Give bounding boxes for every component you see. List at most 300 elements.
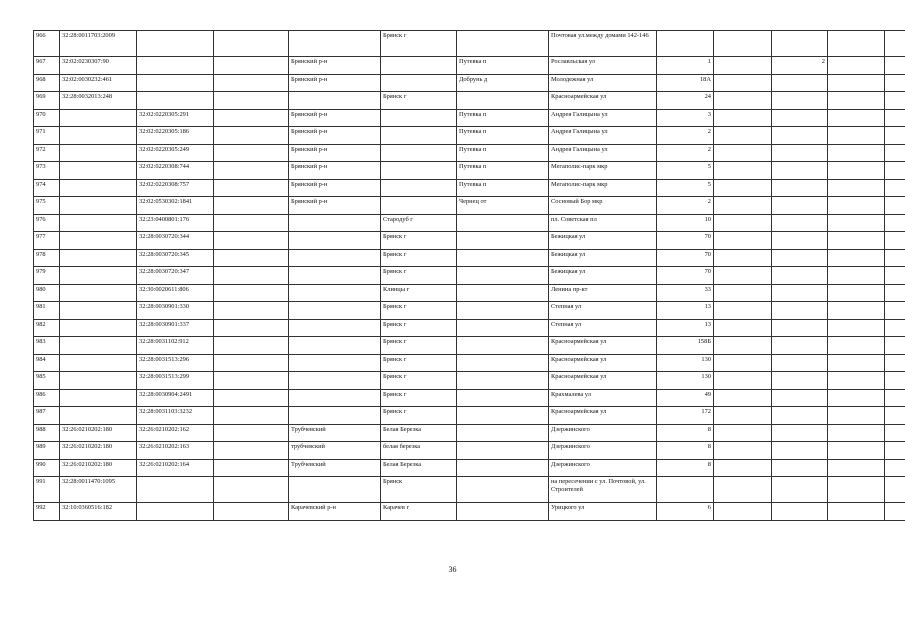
district-cell	[289, 267, 381, 285]
table-row	[34, 162, 905, 180]
house-number-cell: 8	[657, 424, 714, 442]
house-number-cell: 33	[657, 284, 714, 302]
cadastral-number-2-cell: 32:02:0220305:249	[137, 144, 214, 162]
city-cell: Брянск г	[381, 389, 457, 407]
extra-cell-2	[828, 407, 885, 425]
street-cell: Андрея Галицына ул	[549, 109, 657, 127]
settlement-cell: Путевка п	[457, 109, 549, 127]
building-cell	[714, 57, 772, 75]
structure-cell	[772, 284, 828, 302]
district-cell	[289, 354, 381, 372]
structure-cell	[772, 249, 828, 267]
house-number-cell	[657, 31, 714, 57]
extra-cell	[214, 319, 289, 337]
extra-cell-3	[885, 179, 905, 197]
extra-cell-3	[885, 319, 905, 337]
table-row	[34, 407, 905, 425]
building-cell	[714, 442, 772, 460]
row-number-cell: 978	[34, 249, 60, 267]
cadastral-number-2-cell: 32:02:0530302:1841	[137, 197, 214, 215]
cadastral-number-cell	[60, 179, 137, 197]
cadastral-number-cell	[60, 109, 137, 127]
street-cell: Сосновый Бор мкр	[549, 197, 657, 215]
extra-cell-2	[828, 424, 885, 442]
house-number-cell: 8	[657, 459, 714, 477]
district-cell	[289, 284, 381, 302]
row-number-cell: 968	[34, 74, 60, 92]
table-row	[34, 337, 905, 355]
district-cell: Трубчевский	[289, 459, 381, 477]
cadastral-number-2-cell: 32:28:0030901:337	[137, 319, 214, 337]
building-cell	[714, 424, 772, 442]
extra-cell-3	[885, 232, 905, 250]
settlement-cell	[457, 477, 549, 503]
house-number-cell: 10	[657, 214, 714, 232]
structure-cell	[772, 354, 828, 372]
cadastral-number-2-cell: 32:23:0400801:176	[137, 214, 214, 232]
street-cell: Дзержинского	[549, 424, 657, 442]
district-cell	[289, 302, 381, 320]
structure-cell	[772, 477, 828, 503]
row-number-cell: 974	[34, 179, 60, 197]
extra-cell	[214, 57, 289, 75]
settlement-cell	[457, 249, 549, 267]
extra-cell-2	[828, 144, 885, 162]
structure-cell	[772, 337, 828, 355]
house-number-cell: 8	[657, 442, 714, 460]
cadastral-number-2-cell: 32:02:0220308:744	[137, 162, 214, 180]
structure-cell	[772, 267, 828, 285]
building-cell	[714, 372, 772, 390]
cadastral-number-2-cell	[137, 477, 214, 503]
extra-cell	[214, 337, 289, 355]
district-cell	[289, 337, 381, 355]
cadastral-number-2-cell: 32:26:0210202:164	[137, 459, 214, 477]
cadastral-number-2-cell: 32:28:0030720:345	[137, 249, 214, 267]
city-cell: Брянск г	[381, 267, 457, 285]
city-cell: Брянск г	[381, 249, 457, 267]
cadastral-number-cell	[60, 144, 137, 162]
cadastral-number-2-cell: 32:26:0210202:163	[137, 442, 214, 460]
table-row	[34, 144, 905, 162]
house-number-cell: 5	[657, 162, 714, 180]
extra-cell-2	[828, 92, 885, 110]
extra-cell-2	[828, 302, 885, 320]
house-number-cell: 49	[657, 389, 714, 407]
structure-cell	[772, 319, 828, 337]
extra-cell	[214, 267, 289, 285]
house-number-cell: 3	[657, 109, 714, 127]
street-cell: Бежицкая ул	[549, 249, 657, 267]
settlement-cell	[457, 232, 549, 250]
extra-cell	[214, 31, 289, 57]
extra-cell-3	[885, 267, 905, 285]
settlement-cell	[457, 337, 549, 355]
extra-cell	[214, 249, 289, 267]
cadastral-number-2-cell: 32:28:0030720:347	[137, 267, 214, 285]
settlement-cell	[457, 302, 549, 320]
house-number-cell: 70	[657, 232, 714, 250]
structure-cell	[772, 197, 828, 215]
street-cell: Красноармейская ул	[549, 407, 657, 425]
settlement-cell	[457, 407, 549, 425]
cadastral-number-cell	[60, 372, 137, 390]
building-cell	[714, 214, 772, 232]
district-cell: Трубчевский	[289, 424, 381, 442]
row-number-cell: 991	[34, 477, 60, 503]
extra-cell	[214, 109, 289, 127]
house-number-cell: 5	[657, 179, 714, 197]
building-cell	[714, 354, 772, 372]
table-row	[34, 477, 905, 503]
table-row	[34, 442, 905, 460]
structure-cell	[772, 232, 828, 250]
city-cell: Брянск г	[381, 319, 457, 337]
city-cell: Брянск г	[381, 92, 457, 110]
cadastral-number-cell	[60, 407, 137, 425]
table-row	[34, 109, 905, 127]
table-row	[34, 92, 905, 110]
settlement-cell	[457, 319, 549, 337]
cadastral-number-cell	[60, 249, 137, 267]
table-row	[34, 459, 905, 477]
cadastral-number-cell: 32:26:0210202:180	[60, 442, 137, 460]
extra-cell	[214, 74, 289, 92]
extra-cell	[214, 407, 289, 425]
district-cell	[289, 214, 381, 232]
settlement-cell	[457, 354, 549, 372]
extra-cell-2	[828, 503, 885, 521]
table-row	[34, 354, 905, 372]
cadastral-number-2-cell	[137, 57, 214, 75]
structure-cell	[772, 302, 828, 320]
extra-cell	[214, 442, 289, 460]
extra-cell-2	[828, 459, 885, 477]
street-cell: Ленина пр-кт	[549, 284, 657, 302]
city-cell: Белая Березка	[381, 459, 457, 477]
city-cell: Брянск г	[381, 31, 457, 57]
building-cell	[714, 31, 772, 57]
settlement-cell	[457, 503, 549, 521]
street-cell: Степная ул	[549, 302, 657, 320]
building-cell	[714, 407, 772, 425]
row-number-cell: 977	[34, 232, 60, 250]
cadastral-number-cell	[60, 127, 137, 145]
street-cell: на пересечении с ул. Почтовой, ул. Строителей	[549, 477, 657, 503]
house-number-cell: 2	[657, 127, 714, 145]
row-number-cell: 988	[34, 424, 60, 442]
cadastral-number-cell: 32:28:0032013:248	[60, 92, 137, 110]
table-row	[34, 197, 905, 215]
extra-cell	[214, 503, 289, 521]
cadastral-number-2-cell	[137, 92, 214, 110]
row-number-cell: 983	[34, 337, 60, 355]
table-row	[34, 302, 905, 320]
building-cell	[714, 337, 772, 355]
building-cell	[714, 319, 772, 337]
row-number-cell: 967	[34, 57, 60, 75]
district-cell: Брянский р-н	[289, 57, 381, 75]
extra-cell-3	[885, 92, 905, 110]
cadastral-number-cell	[60, 337, 137, 355]
extra-cell-2	[828, 127, 885, 145]
building-cell	[714, 162, 772, 180]
table-row	[34, 372, 905, 390]
district-cell	[289, 319, 381, 337]
row-number-cell: 990	[34, 459, 60, 477]
house-number-cell: 18А	[657, 74, 714, 92]
cadastral-number-cell: 32:28:0011703:2009	[60, 31, 137, 57]
extra-cell-3	[885, 477, 905, 503]
building-cell	[714, 179, 772, 197]
table-row	[34, 232, 905, 250]
extra-cell-2	[828, 249, 885, 267]
settlement-cell	[457, 92, 549, 110]
registry-table	[33, 30, 905, 521]
settlement-cell: Путевка п	[457, 127, 549, 145]
building-cell	[714, 232, 772, 250]
settlement-cell: Добрунь д	[457, 74, 549, 92]
extra-cell-3	[885, 459, 905, 477]
cadastral-number-cell	[60, 319, 137, 337]
district-cell: Брянский р-н	[289, 109, 381, 127]
cadastral-number-cell: 32:02:0030232:461	[60, 74, 137, 92]
cadastral-number-cell	[60, 302, 137, 320]
building-cell	[714, 284, 772, 302]
row-number-cell: 986	[34, 389, 60, 407]
city-cell	[381, 162, 457, 180]
extra-cell-2	[828, 389, 885, 407]
table-row	[34, 424, 905, 442]
extra-cell-2	[828, 354, 885, 372]
street-cell: Дзержинского	[549, 442, 657, 460]
house-number-cell: 24	[657, 92, 714, 110]
district-cell: Брянский р-н	[289, 197, 381, 215]
district-cell	[289, 477, 381, 503]
row-number-cell: 966	[34, 31, 60, 57]
row-number-cell: 972	[34, 144, 60, 162]
cadastral-number-cell	[60, 389, 137, 407]
settlement-cell: Путевка п	[457, 179, 549, 197]
table-row	[34, 57, 905, 75]
cadastral-number-cell	[60, 232, 137, 250]
extra-cell	[214, 144, 289, 162]
district-cell: Брянский р-н	[289, 179, 381, 197]
page-number: 36	[448, 565, 457, 574]
street-cell: Урицкого ул	[549, 503, 657, 521]
cadastral-number-2-cell	[137, 31, 214, 57]
extra-cell	[214, 389, 289, 407]
city-cell: Брянск г	[381, 337, 457, 355]
cadastral-number-cell	[60, 197, 137, 215]
extra-cell-2	[828, 214, 885, 232]
city-cell: Брянск г	[381, 302, 457, 320]
city-cell	[381, 74, 457, 92]
building-cell	[714, 477, 772, 503]
extra-cell	[214, 424, 289, 442]
house-number-cell: 2	[657, 144, 714, 162]
structure-cell	[772, 179, 828, 197]
cadastral-number-2-cell: 32:28:0030720:344	[137, 232, 214, 250]
cadastral-number-cell	[60, 267, 137, 285]
extra-cell	[214, 284, 289, 302]
row-number-cell: 976	[34, 214, 60, 232]
house-number-cell: 70	[657, 249, 714, 267]
row-number-cell: 984	[34, 354, 60, 372]
settlement-cell: Путевка п	[457, 162, 549, 180]
cadastral-number-2-cell: 32:28:0030904:2491	[137, 389, 214, 407]
structure-cell	[772, 74, 828, 92]
building-cell	[714, 267, 772, 285]
extra-cell	[214, 197, 289, 215]
extra-cell-3	[885, 109, 905, 127]
district-cell	[289, 372, 381, 390]
structure-cell	[772, 144, 828, 162]
extra-cell-3	[885, 407, 905, 425]
cadastral-number-cell: 32:26:0210202:180	[60, 424, 137, 442]
city-cell	[381, 144, 457, 162]
street-cell: Андрея Галицына ул	[549, 144, 657, 162]
settlement-cell	[457, 31, 549, 57]
street-cell: Молодежная ул	[549, 74, 657, 92]
extra-cell-3	[885, 162, 905, 180]
extra-cell-3	[885, 249, 905, 267]
house-number-cell: 158Б	[657, 337, 714, 355]
structure-cell	[772, 109, 828, 127]
extra-cell	[214, 232, 289, 250]
cadastral-number-2-cell: 32:02:0220305:291	[137, 109, 214, 127]
settlement-cell	[457, 459, 549, 477]
structure-cell	[772, 214, 828, 232]
extra-cell-3	[885, 372, 905, 390]
district-cell	[289, 389, 381, 407]
cadastral-number-2-cell: 32:28:0031103:3232	[137, 407, 214, 425]
cadastral-number-cell	[60, 354, 137, 372]
district-cell	[289, 31, 381, 57]
row-number-cell: 975	[34, 197, 60, 215]
street-cell: Красноармейская ул	[549, 92, 657, 110]
row-number-cell: 979	[34, 267, 60, 285]
street-cell: Рославльская ул	[549, 57, 657, 75]
house-number-cell	[657, 477, 714, 503]
cadastral-number-2-cell: 32:28:0031513:299	[137, 372, 214, 390]
extra-cell-3	[885, 144, 905, 162]
settlement-cell: Чернец от	[457, 197, 549, 215]
extra-cell-2	[828, 442, 885, 460]
table-row	[34, 284, 905, 302]
extra-cell-3	[885, 57, 905, 75]
extra-cell-2	[828, 109, 885, 127]
house-number-cell: 6	[657, 503, 714, 521]
extra-cell-3	[885, 389, 905, 407]
extra-cell	[214, 162, 289, 180]
city-cell: Брянск г	[381, 372, 457, 390]
extra-cell	[214, 127, 289, 145]
building-cell	[714, 249, 772, 267]
house-number-cell: 13	[657, 302, 714, 320]
city-cell: белая березка	[381, 442, 457, 460]
cadastral-number-2-cell: 32:02:0220308:757	[137, 179, 214, 197]
table-row	[34, 389, 905, 407]
structure-cell	[772, 92, 828, 110]
extra-cell-2	[828, 337, 885, 355]
city-cell	[381, 109, 457, 127]
building-cell	[714, 302, 772, 320]
extra-cell-3	[885, 302, 905, 320]
table-row	[34, 74, 905, 92]
row-number-cell: 987	[34, 407, 60, 425]
cadastral-number-cell: 32:02:0230307:90	[60, 57, 137, 75]
city-cell: Белая Березка	[381, 424, 457, 442]
row-number-cell: 969	[34, 92, 60, 110]
city-cell	[381, 127, 457, 145]
structure-cell	[772, 442, 828, 460]
settlement-cell	[457, 389, 549, 407]
settlement-cell: Путевка п	[457, 144, 549, 162]
extra-cell-2	[828, 267, 885, 285]
row-number-cell: 992	[34, 503, 60, 521]
settlement-cell	[457, 267, 549, 285]
structure-cell	[772, 503, 828, 521]
row-number-cell: 981	[34, 302, 60, 320]
extra-cell-3	[885, 284, 905, 302]
structure-cell: 2	[772, 57, 828, 75]
street-cell: Дзержинского	[549, 459, 657, 477]
structure-cell	[772, 389, 828, 407]
extra-cell-3	[885, 127, 905, 145]
city-cell: Брянск г	[381, 232, 457, 250]
settlement-cell	[457, 372, 549, 390]
structure-cell	[772, 162, 828, 180]
extra-cell	[214, 179, 289, 197]
cadastral-number-cell: 32:26:0210202:180	[60, 459, 137, 477]
cadastral-number-cell: 32:28:0011470:1095	[60, 477, 137, 503]
district-cell	[289, 232, 381, 250]
extra-cell-2	[828, 284, 885, 302]
house-number-cell: 130	[657, 372, 714, 390]
district-cell: Карачевский р-н	[289, 503, 381, 521]
house-number-cell: 172	[657, 407, 714, 425]
district-cell: Брянский р-н	[289, 162, 381, 180]
row-number-cell: 982	[34, 319, 60, 337]
city-cell: Брянск г	[381, 407, 457, 425]
district-cell	[289, 407, 381, 425]
cadastral-number-2-cell: 32:02:0220305:186	[137, 127, 214, 145]
extra-cell-3	[885, 503, 905, 521]
street-cell: Красноармейская ул	[549, 337, 657, 355]
extra-cell	[214, 302, 289, 320]
structure-cell	[772, 424, 828, 442]
settlement-cell	[457, 214, 549, 232]
cadastral-number-2-cell: 32:26:0210202:162	[137, 424, 214, 442]
table-row	[34, 503, 905, 521]
extra-cell-2	[828, 162, 885, 180]
table-row	[34, 214, 905, 232]
structure-cell	[772, 407, 828, 425]
table-row	[34, 249, 905, 267]
cadastral-number-cell: 32:10:0360516:182	[60, 503, 137, 521]
settlement-cell: Путевка п	[457, 57, 549, 75]
district-cell: трубчевский	[289, 442, 381, 460]
building-cell	[714, 503, 772, 521]
street-cell: Мегаполис-парк мкр	[549, 179, 657, 197]
cadastral-number-2-cell	[137, 74, 214, 92]
district-cell: Брянский р-н	[289, 74, 381, 92]
settlement-cell	[457, 442, 549, 460]
district-cell	[289, 92, 381, 110]
street-cell: Бежицкая ул	[549, 232, 657, 250]
street-cell: Андрея Галицына ул	[549, 127, 657, 145]
